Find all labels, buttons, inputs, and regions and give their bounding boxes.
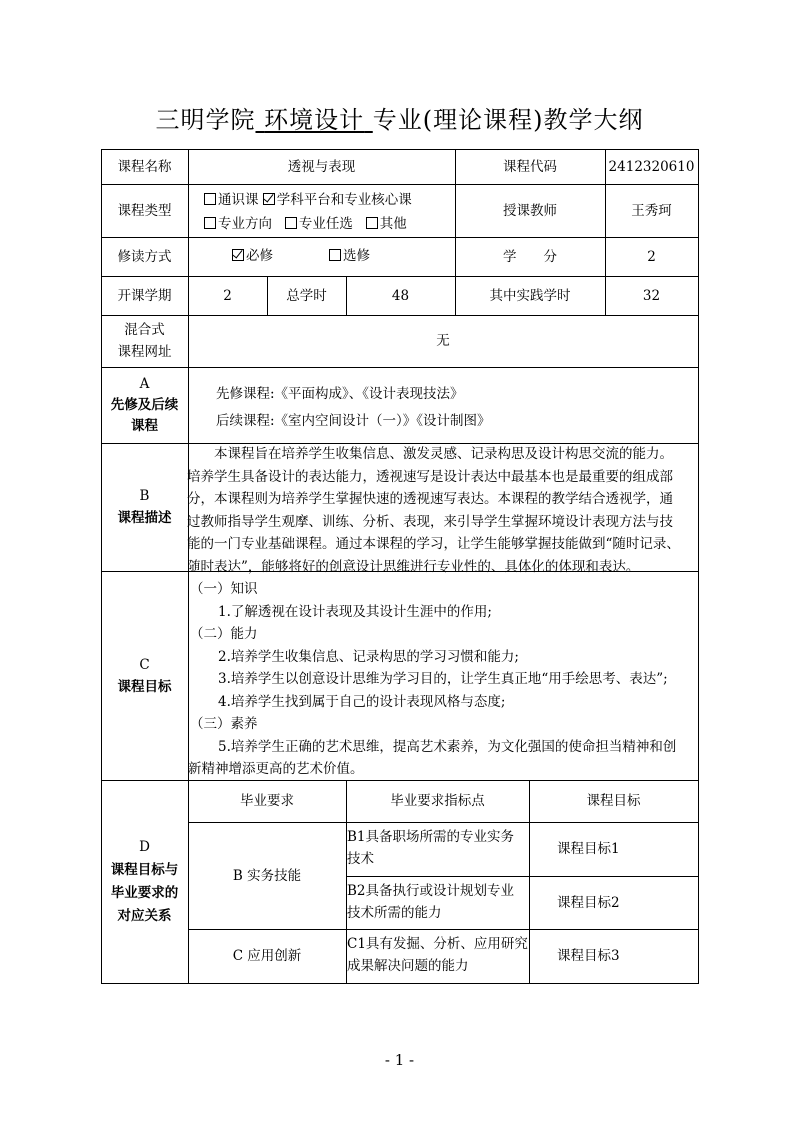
option-direction: 专业方向 [218,216,272,232]
course-type-label: 课程类型 [117,202,172,219]
goal-item-continued: 新精神增添更高的艺术价值。 [188,761,364,777]
option-general: 通识课 [218,192,259,208]
subsequent-courses: 后续课程:《室内空间设计（一）》《设计制图》 [216,413,491,429]
header-indicator-point: 毕业要求指标点 [390,793,485,809]
semester-label: 开课学期 [117,287,172,304]
title-major: 环境设计 [264,106,365,134]
header-course-goal: 课程目标 [586,793,641,809]
checkbox-optional[interactable] [285,217,297,229]
goal-b1: 课程目标1 [557,841,620,857]
indicator-b1: B1具备职场所需的专业实务 技术 [347,829,515,867]
course-url-label: 混合式 课程网址 [117,322,172,360]
option-core: 学科平台和专业核心课 [276,192,412,208]
section-c-label: C 课程目标 [117,656,172,695]
semester-value: 2 [223,287,232,304]
goal-item: 5.培养学生正确的艺术思维，提高艺术素养，为文化强国的使命担当精神和创 [218,738,677,755]
teacher-label: 授课教师 [503,202,557,219]
course-description: 本课程旨在培养学生收集信息、激发灵感、记录构思及设计构思交流的能力。 培养学生具备设计的表达能力，透视速写是设计表达中最基本也是最重要的组成部 分，本课程则为培养学生掌握快速的透视速写表达。本课程的教学结合透视学，通 过教师指导学生观摩、训练、分析、表现，来引导学生掌握环境设计表现方法与技 能的一门专业基础课程。通过本课程的学习，让学生能够掌握技能做到“随时记录、 随时表达”，能够将好的创意设计思维进行专业性的、具体化的体现和表达。 [187,446,680,575]
option-other: 其他 [379,216,407,232]
course-type-options [204,188,454,236]
section-a-content [216,381,491,435]
goal-item: 3.培养学生以创意设计思维为学习目的，让学生真正地“用手绘思考、表达”; [218,671,668,687]
goal-item: 4.培养学生找到属于自己的设计表现风格与态度; [218,693,506,710]
goal-item: 1.了解透视在设计表现及其设计生涯中的作用; [218,603,492,620]
course-code-value: 2412320610 [608,158,695,175]
practice-hours-value: 32 [642,287,661,304]
checkbox-other[interactable] [366,217,378,229]
course-url-value: 无 [436,333,450,349]
section-b-label: B 课程描述 [117,488,172,526]
title-prefix: 三明学院 [155,106,256,134]
header-graduation-requirement: 毕业要求 [240,793,294,809]
credit-label: 学 分 [503,248,557,265]
total-hours-label: 总学时 [286,287,327,304]
checkbox-required-checked[interactable] [232,249,244,261]
teacher-value: 王秀珂 [631,202,672,219]
page-number: - 1 - [384,1051,415,1069]
course-name-value: 透视与表现 [287,158,356,175]
credit-value: 2 [647,248,656,265]
indicator-b2: B2具备执行或设计规划专业 技术所需的能力 [347,883,515,921]
goal-heading-literacy: （三）素养 [190,716,258,732]
goal-item: 2.培养学生收集信息、记录构思的学习习惯和能力; [218,648,519,665]
title-suffix: 专业(理论课程)教学大纲 [372,106,644,134]
option-optional: 专业任选 [298,216,353,232]
section-a-label: A 先修及后续 课程 [110,375,179,434]
section-d-label: D 课程目标与 毕业要求的 对应关系 [110,838,179,924]
goal-c1: 课程目标3 [557,948,620,964]
checkbox-general[interactable] [204,193,216,205]
option-required: 必修 [246,248,273,264]
course-code-label: 课程代码 [503,158,557,175]
page-title [0,100,799,135]
option-elective: 选修 [343,248,370,264]
requirement-b: B 实务技能 [232,867,302,884]
requirement-c: C 应用创新 [232,948,302,964]
study-mode-label: 修读方式 [117,248,172,265]
course-name-label: 课程名称 [117,158,172,175]
checkbox-core-checked[interactable] [263,193,275,205]
course-goals [188,578,699,781]
goal-heading-ability: （二）能力 [190,626,258,642]
goal-b2: 课程目标2 [557,894,620,911]
study-mode-options [232,246,370,266]
total-hours-value: 48 [391,287,410,304]
checkbox-direction[interactable] [204,217,216,229]
practice-hours-label: 其中实践学时 [489,287,571,304]
checkbox-elective[interactable] [329,249,341,261]
goal-heading-knowledge: （一）知识 [190,581,258,597]
indicator-c1: C1具有发掘、分析、应用研究 成果解决问题的能力 [347,936,528,974]
prerequisite-courses: 先修课程:《平面构成》、《设计表现技法》 [216,386,464,402]
